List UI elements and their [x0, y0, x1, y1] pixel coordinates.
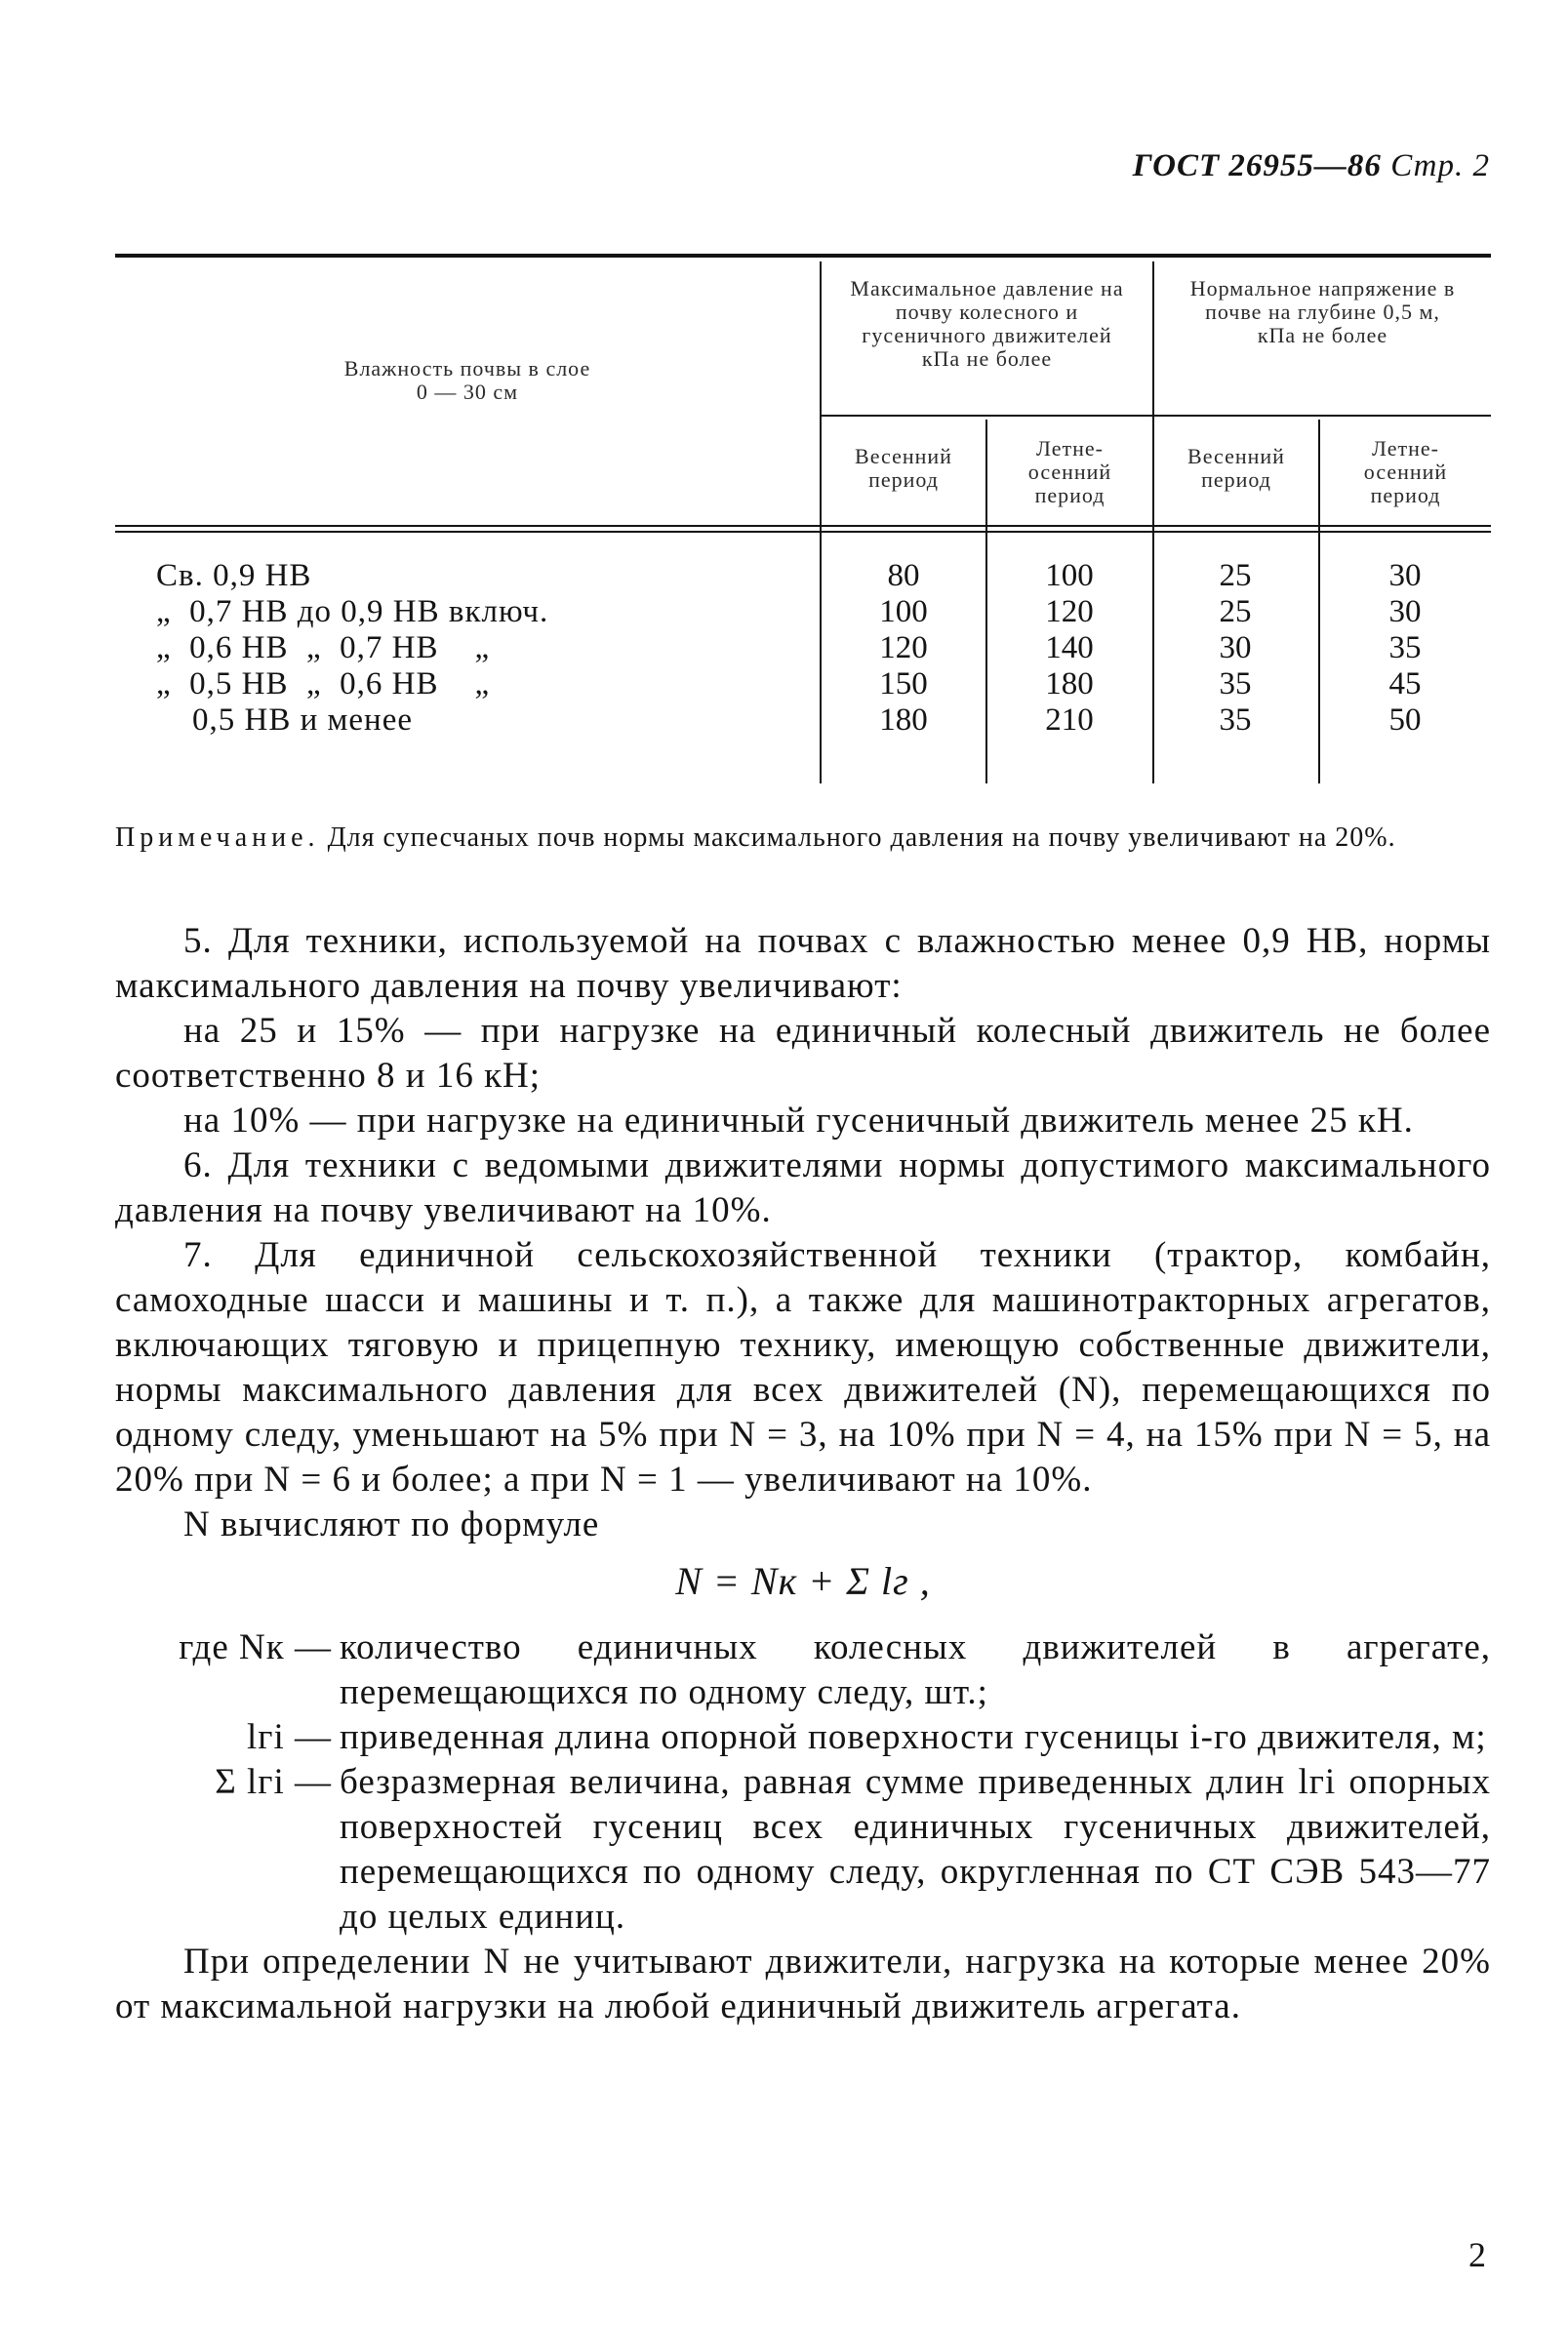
definition-text: безразмерная величина, равная сумме приведенных длин lгi опорных поверхностей гусениц всех единичных гусеничных движителей, перемещающихся по одному следу, округленная по СТ СЭВ 543—77 до целых единиц.	[340, 1762, 1491, 1937]
cell-value: 25	[1219, 558, 1252, 593]
standard-code: ГОСТ 26955—86	[1132, 148, 1382, 183]
definition-text: приведенная длина опорной поверхности гусеницы i-го движителя, м;	[340, 1717, 1487, 1757]
paragraph-5: 5. Для техники, используемой на почвах с влажностью менее 0,9 НВ, нормы максимального давления на почву увеличивают:	[115, 921, 1491, 1006]
cell-value: 120	[1045, 594, 1094, 629]
paragraph-final: При определении N не учитывают движители, нагрузка на которые менее 20% от максимальной нагрузки на любой единичный движитель агрегата.	[115, 1942, 1491, 2026]
table-header-rule-1	[115, 525, 1491, 527]
formula-intro: N вычисляют по формуле	[183, 1504, 600, 1544]
cell-value: 180	[1045, 666, 1094, 702]
cell-value: 100	[879, 594, 928, 629]
definition-text: количество единичных колесных движителей в агрегате, перемещающихся по одному следу, шт.;	[340, 1627, 1491, 1712]
note-label: Примечание.	[115, 822, 320, 853]
paragraph-6: 6. Для техники с ведомыми движителями нормы допустимого максимального давления на почву увеличивают на 10%.	[115, 1145, 1491, 1230]
row-label: „ 0,5 НВ „ 0,6 НВ „	[156, 666, 491, 702]
cell-value: 80	[887, 558, 920, 593]
subheader-summer-autumn: Летне-осенний период	[1027, 436, 1112, 507]
row-label: 0,5 НВ и менее	[156, 702, 413, 738]
paragraph-5b: на 10% — при нагрузке на единичный гусеничный движитель менее 25 кН.	[183, 1101, 1414, 1141]
table-row	[115, 558, 1491, 594]
paragraph-7: 7. Для единичной сельскохозяйственной техники (трактор, комбайн, самоходные шасси и машины и т. п.), а также для машинотракторных агрегатов, включающих тяговую и прицепную технику, имеющую собственные движители, нормы максимального давления для всех движителей (N), перемещающихся по одному следу, уменьшают на 5% при N = 3, на 10% при N = 4, на 15% при N = 5, на 20% при N = 6 и более; а при N = 1 — увеличивают на 10%.	[115, 1235, 1491, 1500]
cell-value: 210	[1045, 702, 1094, 738]
cell-value: 150	[879, 666, 928, 702]
row-label: „ 0,6 НВ „ 0,7 НВ „	[156, 630, 491, 665]
definition-symbol: Σ lгi —	[215, 1762, 332, 1802]
definition-item	[115, 1625, 1491, 1715]
definition-item	[115, 1760, 1491, 1940]
subheader-spring: Весенний период	[1187, 444, 1285, 492]
row-label: Св. 0,9 НВ	[156, 558, 312, 593]
table-row	[115, 630, 1491, 666]
formula: N = Nк + Σ lг ,	[675, 1559, 931, 1603]
row-label: „ 0,7 НВ до 0,9 НВ включ.	[156, 594, 549, 629]
subheader-spring: Весенний период	[855, 444, 952, 492]
note-text: Для супесчаных почв нормы максимального давления на почву увеличивают на 20%.	[327, 822, 1396, 853]
pressure-norms-table	[115, 254, 1491, 795]
table-top-rule	[115, 254, 1491, 258]
cell-value: 180	[879, 702, 928, 738]
definitions-list	[115, 1625, 1491, 1940]
cell-value: 120	[879, 630, 928, 665]
table-row	[115, 702, 1491, 739]
table-subheader-rule	[820, 415, 1491, 417]
table-header-rule-2	[115, 531, 1491, 533]
cell-value: 30	[1219, 630, 1252, 665]
cell-value: 45	[1388, 666, 1422, 702]
table-note	[115, 820, 1491, 857]
page-header	[1133, 148, 1490, 184]
definition-symbol: где Nк —	[179, 1627, 332, 1667]
cell-value: 100	[1045, 558, 1094, 593]
cell-value: 25	[1219, 594, 1252, 629]
cell-value: 35	[1219, 666, 1252, 702]
paragraph-5a: на 25 и 15% — при нагрузке на единичный колесный движитель не более соответственно 8 и 16 кН;	[115, 1011, 1491, 1096]
subheader-summer-autumn: Летне-осенний период	[1363, 436, 1448, 507]
cell-value: 35	[1219, 702, 1252, 738]
column-header-normal-stress: Нормальное напряжение в почве на глубине 0,5 м, кПа не более	[1189, 276, 1456, 347]
definition-item	[115, 1715, 1491, 1760]
cell-value: 30	[1388, 558, 1422, 593]
table-row	[115, 594, 1491, 630]
page-label: Стр. 2	[1390, 148, 1490, 183]
column-header-humidity: Влажность почвы в слое 0 — 30 см	[343, 356, 591, 404]
page-number: 2	[1468, 2235, 1486, 2274]
cell-value: 30	[1388, 594, 1422, 629]
main-text	[115, 919, 1491, 2029]
cell-value: 140	[1045, 630, 1094, 665]
cell-value: 50	[1388, 702, 1422, 738]
definition-symbol: lгi —	[247, 1717, 332, 1757]
column-header-max-pressure: Максимальное давление на почву колесного и гусеничного движителей кПа не более	[850, 276, 1124, 371]
cell-value: 35	[1388, 630, 1422, 665]
table-row	[115, 666, 1491, 702]
